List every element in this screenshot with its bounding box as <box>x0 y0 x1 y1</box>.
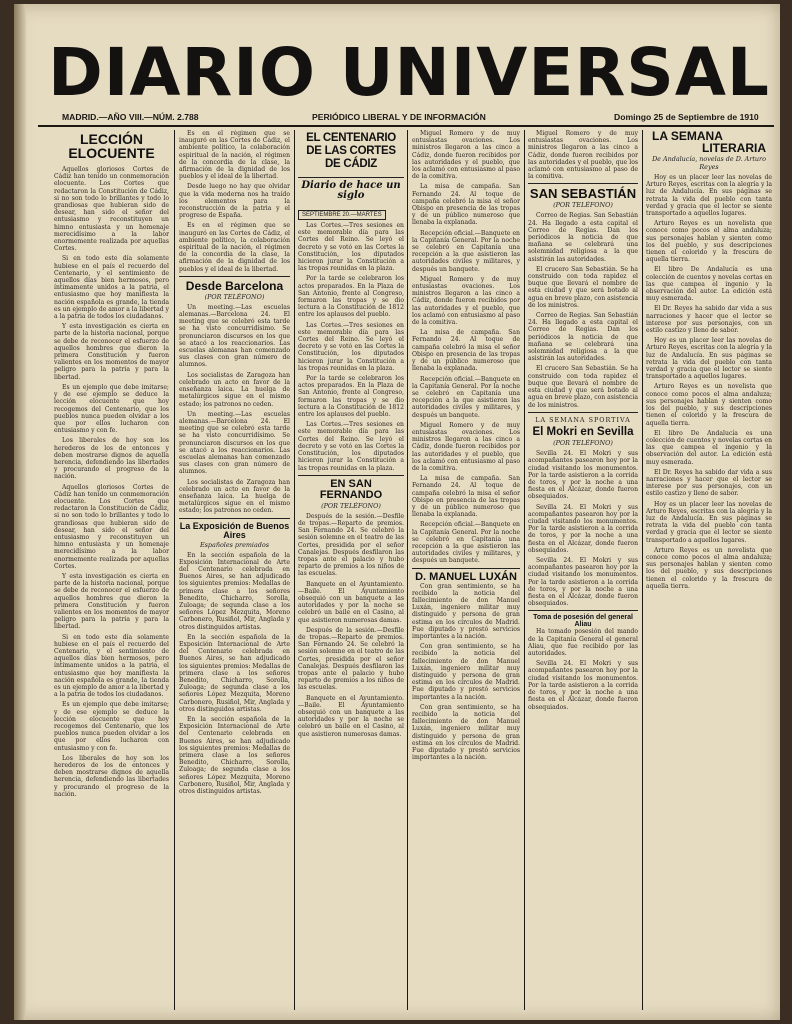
article-paragraph: Sevilla 24. El Mokri y sus acompañantes pasearon hoy por la ciudad visitando los monumentos. Por la tarde asistieron a la corrida de toros, y por la noche a una fiesta en el Alcázar, donde fueron obsequiados. <box>528 503 638 554</box>
article-paragraph: En la sección española de la Exposición Internacional de Arte del Centenario celebrada en Buenos Aires, se han adjudicado los siguientes premios: Medallas de primera clase a los señores Benedito, Chicharro, Sorolla, Zuloaga; de segunda clase a los señores López Mezquita, Moreno Carbonero, Rusiñol, Mir, Anglada y otros distinguidos artistas. <box>179 551 290 631</box>
section-rule <box>528 183 638 184</box>
article-subhead: (POR TELÉFONO) <box>204 292 265 301</box>
article-paragraph: Si en todo este día solamente hubiese en el país el recuerdo del Centenario, y el sentimiento de aquellos días bien hermosos, pero íntimamente unidos a la patria, el entusiasmo que hoy manifiesta la nación española es grande, la tienda es un ejemplo de amor a la libertad y a la patria de todos los ciudadanos. <box>54 255 169 321</box>
section-rule <box>298 177 404 178</box>
article-paragraph: Es en el régimen que se inauguró en las Cortes de Cádiz, el ambiente político, la colaboración espiritual de la nación, el régimen de la concordia de la clase, la afirmación de la dignidad de los pueblos y el ideal de la libertad. <box>179 222 290 273</box>
section-rule <box>179 276 290 277</box>
article-paragraph: Correo de Regias. San Sebastián 24. Ha llegado a esta capital el Correo de Regias. Dan los periódicos la noticia de que mañana se celebrará una solemnidad religiosa a la que asistirán las autoridades. <box>528 212 638 263</box>
newspaper-tagline: PERIÓDICO LIBERAL Y DE INFORMACIÓN <box>312 112 486 122</box>
column-divider <box>642 130 643 1010</box>
section-rule <box>412 568 520 569</box>
page-spine-shadow <box>14 4 26 1020</box>
article-paragraph: Y esta investigación es cierta en parte de la historia nacional, porque se debe de reconocer el esfuerzo de aquellos hombres que dieron la primera Constitución y fueron valientes en los momentos de mayor peligro para la patria y para la libertad. <box>54 572 169 631</box>
article-paragraph: Correo de Regias. San Sebastián 24. Ha llegado a esta capital el Correo de Regias. Dan los periódicos la noticia de que mañana se celebrará una solemnidad religiosa a la que asistirán las autoridades. <box>528 312 638 363</box>
article-paragraph: Por la tarde se celebraron los actos preparados. En la Plaza de San Antonio, frente al Congreso, formaron las tropas y se dio lectura a la Constitución de 1812 entre los aplausos del pueblo. <box>298 275 404 319</box>
article-paragraph: Un meeting.—Las escuelas alemanas.—Barcelona 24. El meeting que se celebró esta tarde se ha visto concurridísimo. Se pronunciaron discursos en los que se atacó a los reaccionarios. Las escuelas alemanas han comenzado sus clases con gran número de alumnos. <box>179 303 290 369</box>
article-subhead: (POR TELÉFONO) <box>553 439 613 448</box>
article-paragraph: El Dr. Reyes ha sabido dar vida a sus narraciones y hacer que el lector se interese por sus personajes, con un estilo castizo y lleno de sabor. <box>646 305 772 335</box>
column-divider <box>407 130 408 1010</box>
article-paragraph: Con gran sentimiento, se ha recibido la noticia del fallecimiento de don Manuel Luxán, ingeniero militar muy distinguido y persona de gran estima en los círculos de Madrid. Fue diputado y prestó servicios importantes a la nación. <box>412 703 520 762</box>
newspaper-page <box>14 4 780 1020</box>
article-paragraph: Arturo Reyes es un novelista que conoce como pocos el alma andaluza; sus personajes hablan y sienten como los del pueblo, y sus descripciones tienen el colorido y la frescura de aquella tierra. <box>646 220 772 264</box>
article-paragraph: Después de la sesión.—Desfile de tropas.—Reparto de premios. San Fernando 24. Se celebró la sesión solemne en el teatro de las Cortes, presidida por el señor Canalejas. Después desfilaron las tropas ante el palacio y hubo reparto de premios a los niños de las escuelas. <box>298 626 404 692</box>
article-paragraph: Los socialistas de Zaragoza han celebrado un acto en favor de la enseñanza laica. La huelga de metalúrgicos sigue en el mismo estado; los patronos no ceden. <box>179 478 290 515</box>
article-paragraph: Arturo Reyes es un novelista que conoce como pocos el alma andaluza; sus personajes hablan y sienten como los del pueblo, y sus descripciones tienen el colorido y la frescura de aquella tierra. <box>646 383 772 427</box>
column-4 <box>412 130 520 1010</box>
article-paragraph: Si en todo este día solamente hubiese en el país el recuerdo del Centenario, y el sentimiento de aquellos días bien hermosos, pero íntimamente unidos a la patria, el entusiasmo que hoy manifiesta la nación española es grande, la tienda es un ejemplo de amor a la libertad y a la patria de todos los ciudadanos. <box>54 633 169 699</box>
article-headline: El Mokri en Sevilla <box>532 425 634 438</box>
article-paragraph: Las Cortes.—Tres sesiones en este memorable día para las Cortes del Reino. Se leyó el decreto y se votó en las Cortes la Constitución, los diputados hicieron jurar la Constitución a las tropas reunidas en la plaza. <box>298 321 404 372</box>
article-paragraph: Aquellos gloriosos Cortes de Cádiz han tenido un conmemoración elocuente. Los Cortes que redactaron la Constitución de Cádiz, si no son todo lo brillantes y todo lo grandiosas que hubieran sido de desear, han sido el señor del entusiasmo y reconstituyen un himno entusiasta y un homenaje merecidísimo a la labor enormemente realizada por aquellas Cortes. <box>54 483 169 570</box>
article-paragraph: Con gran sentimiento, se ha recibido la noticia del fallecimiento de don Manuel Luxán, ingeniero militar muy distinguido y persona de gran estima en los círculos de Madrid. Fue diputado y prestó servicios importantes a la nación. <box>412 643 520 701</box>
article-headline: LECCIÓN ELOCUENTE <box>68 131 155 161</box>
article-paragraph: Es un ejemplo que debe imitarse; y de ese ejemplo se deduce la lección elocuente que hoy recogemos del Centenario, que los pueblos nunca pueden olvidar a los que por ellos lucharon con entusiasmo y con fe. <box>54 383 169 435</box>
article-paragraph: La misa de campaña. San Fernando 24. Al toque de campaña celebró la misa el señor Obispo en presencia de las tropas y de un público numeroso que llenaba la explanada. <box>412 183 520 227</box>
article-paragraph: Los socialistas de Zaragoza han celebrado un acto en favor de la enseñanza laica. La huelga de metalúrgicos sigue en el mismo estado; los patronos no ceden. <box>179 371 290 408</box>
section-rule <box>179 518 290 519</box>
article-paragraph: Con gran sentimiento, se ha recibido la noticia del fallecimiento de don Manuel Luxán, ingeniero militar muy distinguido y persona de gran estima en los círculos de Madrid. Fue diputado y prestó servicios importantes a la nación. <box>412 582 520 640</box>
article-paragraph: El crucero San Sebastián. Se ha construido con toda rapidez el buque que llevará el nombre de esta ciudad y que será botado al agua en breve plazo, con asistencia de los ministros. <box>528 365 638 409</box>
article-paragraph: Y esta investigación es cierta en parte de la historia nacional, porque se debe de reconocer el esfuerzo de aquellos hombres que dieron la primera Constitución y fueron valientes en los momentos de mayor peligro para la patria y para la libertad. <box>54 323 169 381</box>
section-rule <box>528 610 638 611</box>
article-headline: EL CENTENARIO DE LAS CORTES DE CÁDIZ <box>306 132 396 170</box>
issue-info: MADRID.—AÑO VIII.—NÚM. 2.788 <box>62 112 199 122</box>
article-paragraph: El libro De Andalucía es una colección de cuentos y novelas cortas en las que campea el ingenio y la observación del autor. La edición está muy esmerada. <box>646 266 772 303</box>
article-paragraph: Sevilla 24. El Mokri y sus acompañantes pasearon hoy por la ciudad visitando los monumentos. Por la tarde asistieron a la corrida de toros, y por la noche a una fiesta en el Alcázar, donde fueron obsequiados. <box>528 557 638 608</box>
article-paragraph: Recepción oficial.—Banquete en la Capitanía General. Por la noche se celebró en Capitanía una recepción a la que asistieron las autoridades civiles y militares, y después un banquete. <box>412 375 520 419</box>
article-paragraph: Aquellos gloriosos Cortes de Cádiz han tenido un conmemoración elocuente. Los Cortes que redactaron la Constitución de Cádiz, si no son todo lo brillantes y todo lo grandiosas que hubieran sido de desear, han sido el señor del entusiasmo y reconstituyen un himno entusiasta y un homenaje merecidísimo a la labor enormemente realizada por aquellas Cortes. <box>54 166 169 253</box>
article-paragraph: Ha tomado posesión del mando de la Capitanía General el general Aliau, que fue recibido por las autoridades. <box>528 628 638 658</box>
article-paragraph: Los liberales de hoy son los herederos de los de entonces y deben mostrarse dignos de aquella herencia, defendiendo las libertades y procurando el progreso de la nación. <box>54 437 169 481</box>
article-subhead: Españoles premiados <box>199 540 269 549</box>
article-paragraph: Hoy es un placer leer las novelas de Arturo Reyes, escritas con la alegría y la luz de Andalucía. En sus páginas se retrata la vida del pueblo con tanta verdad y gracia que el lector se siente transportado a aquellos lugares. <box>646 174 772 218</box>
section-kicker: LA SEMANA SPORTIVA <box>535 415 631 424</box>
article-subhead: De Andalucía, novelas de D. Arturo Reyes <box>652 155 766 171</box>
article-paragraph: Los liberales de hoy son los herederos de los de entonces y deben mostrarse dignos de aquella herencia, defendiendo las libertades y procurando el progreso de la nación. <box>54 754 169 798</box>
column-divider <box>524 130 525 1010</box>
article-paragraph: Banquete en el Ayuntamiento.—Baile. El Ayuntamiento obsequió con un banquete a las autoridades y por la noche se celebró un baile en el Casino, al que asistieron numerosas damas. <box>298 694 404 738</box>
article-paragraph: Es en el régimen que se inauguró en las Cortes de Cádiz, el ambiente político, la colaboración espiritual de la nación, el régimen de la concordia de la clase, la afirmación de la dignidad de los pueblos y el ideal de la libertad. <box>179 130 290 181</box>
article-paragraph: Es un ejemplo que debe imitarse; y de ese ejemplo se deduce la lección elocuente que hoy recogemos del Centenario, que los pueblos nunca pueden olvidar a los que por ellos lucharon con entusiasmo y con fe. <box>54 701 169 752</box>
header-rule <box>38 125 774 127</box>
article-headline: La Exposición de Buenos Aires <box>179 520 290 540</box>
article-headline-line2: LITERARIA <box>702 141 766 155</box>
article-paragraph: Recepción oficial.—Banquete en la Capitanía General. Por la noche se celebró en Capitanía una recepción a la que asistieron las autoridades civiles y militares, y después un banquete. <box>412 521 520 565</box>
article-headline: D. MANUEL LUXÁN <box>415 570 517 583</box>
masthead-title: DIARIO UNIVERSAL <box>48 34 770 111</box>
article-headline: EN SAN FERNANDO <box>319 477 383 501</box>
article-paragraph: La misa de campaña. San Fernando 24. Al toque de campaña celebró la misa el señor Obispo en presencia de las tropas y de un público numeroso que llenaba la explanada. <box>412 475 520 519</box>
article-paragraph: El libro De Andalucía es una colección de cuentos y novelas cortas en las que campea el ingenio y la observación del autor. La edición está muy esmerada. <box>646 429 772 466</box>
article-paragraph: Desde luego no hay que olvidar que la vida moderna nos ha traído los elementos para la reconstrucción de la patria y el progreso de España. <box>179 183 290 220</box>
column-1 <box>54 130 169 1010</box>
article-paragraph: Miguel Romero y de muy entusiastas ovaciones. Los ministros llegaron a las cinco a Cádiz, donde fueron recibidos por las autoridades y el pueblo, que los aclamó con entusiasmo al paso de la comitiva. <box>412 130 520 181</box>
article-paragraph: Sevilla 24. El Mokri y sus acompañantes pasearon hoy por la ciudad visitando los monumentos. Por la tarde asistieron a la corrida de toros, y por la noche a una fiesta en el Alcázar, donde fueron obsequiados. <box>528 450 638 501</box>
article-paragraph: La misa de campaña. San Fernando 24. Al toque de campaña celebró la misa el señor Obispo en presencia de las tropas y de un público numeroso que llenaba la explanada. <box>412 329 520 373</box>
article-paragraph: El Dr. Reyes ha sabido dar vida a sus narraciones y hacer que el lector se interese por sus personajes, con un estilo castizo y lleno de sabor. <box>646 468 772 498</box>
article-paragraph: Banquete en el Ayuntamiento.—Baile. El Ayuntamiento obsequió con un banquete a las autoridades y por la noche se celebró un baile en el Casino, al que asistieron numerosas damas. <box>298 580 404 624</box>
section-headline: Diario de hace un siglo <box>301 180 401 201</box>
article-subhead: (POR TELÉFONO) <box>321 501 381 510</box>
section-rule <box>298 475 404 476</box>
article-paragraph: En la sección española de la Exposición Internacional de Arte del Centenario celebrada en Buenos Aires, se han adjudicado los siguientes premios: Medallas de primera clase a los señores Benedito, Chicharro, Sorolla, Zuloaga; de segunda clase a los señores López Mezquita, Moreno Carbonero, Rusiñol, Mir, Anglada y otros distinguidos artistas. <box>179 633 290 713</box>
article-paragraph: Después de la sesión.—Desfile de tropas.—Reparto de premios. San Fernando 24. Se celebró la sesión solemne en el teatro de las Cortes, presidida por el señor Canalejas. Después desfilaron las tropas ante el palacio y hubo reparto de premios a los niños de las escuelas. <box>298 512 404 578</box>
article-paragraph: Un meeting.—Las escuelas alemanas.—Barcelona 24. El meeting que se celebró esta tarde se ha visto concurridísimo. Se pronunciaron discursos en los que se atacó a los reaccionarios. Las escuelas alemanas han comenzado sus clases con gran número de alumnos. <box>179 410 290 476</box>
article-paragraph: Sevilla 24. El Mokri y sus acompañantes pasearon hoy por la ciudad visitando los monumentos. Por la tarde asistieron a la corrida de toros, y por la noche a una fiesta en el Alcázar, donde fueron obsequiados. <box>528 660 638 711</box>
column-5 <box>528 130 638 1010</box>
article-paragraph: Hoy es un placer leer las novelas de Arturo Reyes, escritas con la alegría y la luz de Andalucía. En sus páginas se retrata la vida del pueblo con tanta verdad y gracia que el lector se siente transportado a aquellos lugares. <box>646 500 772 544</box>
article-paragraph: Las Cortes.—Tres sesiones en este memorable día para las Cortes del Reino. Se leyó el decreto y se votó en las Cortes la Constitución, los diputados hicieron jurar la Constitución a las tropas reunidas en la plaza. <box>298 421 404 472</box>
section-rule <box>528 412 638 413</box>
article-paragraph: Por la tarde se celebraron los actos preparados. En la Plaza de San Antonio, frente al Congreso, formaron las tropas y se dio lectura a la Constitución de 1812 entre los aplausos del pueblo. <box>298 375 404 419</box>
article-paragraph: Miguel Romero y de muy entusiastas ovaciones. Los ministros llegaron a las cinco a Cádiz, donde fueron recibidos por las autoridades y el pueblo, que los aclamó con entusiasmo al paso de la comitiva. <box>528 130 638 181</box>
article-headline: SAN SEBASTIÁN <box>529 186 637 202</box>
article-paragraph: El crucero San Sebastián. Se ha construido con toda rapidez el buque que llevará el nombre de esta ciudad y que será botado al agua en breve plazo, con asistencia de los ministros. <box>528 265 638 309</box>
article-paragraph: Las Cortes.—Tres sesiones en este memorable día para las Cortes del Reino. Se leyó el decreto y se votó en las Cortes la Constitución, los diputados hicieron jurar la Constitución a las tropas reunidas en la plaza. <box>298 222 404 273</box>
issue-date: Domingo 25 de Septiembre de 1910 <box>614 112 759 122</box>
column-divider <box>174 130 175 1010</box>
date-box: SEPTIEMBRE 20.—MARTES <box>298 210 386 220</box>
column-3 <box>298 130 404 1010</box>
article-paragraph: Arturo Reyes es un novelista que conoce como pocos el alma andaluza; sus personajes hablan y sienten como los del pueblo, y sus descripciones tienen el colorido y la frescura de aquella tierra. <box>646 546 772 590</box>
article-paragraph: Miguel Romero y de muy entusiastas ovaciones. Los ministros llegaron a las cinco a Cádiz, donde fueron recibidos por las autoridades y el pueblo, que los aclamó con entusiasmo al paso de la comitiva. <box>412 275 520 327</box>
article-paragraph: Hoy es un placer leer las novelas de Arturo Reyes, escritas con la alegría y la luz de Andalucía. En sus páginas se retrata la vida del pueblo con tanta verdad y gracia que el lector se siente transportado a aquellos lugares. <box>646 337 772 381</box>
article-paragraph: En la sección española de la Exposición Internacional de Arte del Centenario celebrada en Buenos Aires, se han adjudicado los siguientes premios: Medallas de primera clase a los señores Benedito, Chicharro, Sorolla, Zuloaga; de segunda clase a los señores López Mezquita, Moreno Carbonero, Rusiñol, Mir, Anglada y otros distinguidos artistas. <box>179 716 290 796</box>
column-6 <box>646 130 772 1010</box>
article-headline: LA SEMANA <box>652 130 723 143</box>
article-paragraph: Miguel Romero y de muy entusiastas ovaciones. Los ministros llegaron a las cinco a Cádiz, donde fueron recibidos por las autoridades y el pueblo, que los aclamó con entusiasmo al paso de la comitiva. <box>412 421 520 472</box>
article-subhead: (POR TELÉFONO) <box>553 201 613 210</box>
column-2 <box>179 130 290 1010</box>
article-headline: Desde Barcelona <box>185 278 284 293</box>
info-bar <box>54 112 780 126</box>
article-headline: Toma de posesión del general Aliau <box>533 614 633 629</box>
article-paragraph: Recepción oficial.—Banquete en la Capitanía General. Por la noche se celebró en Capitanía una recepción a la que asistieron las autoridades civiles y militares, y después un banquete. <box>412 229 520 273</box>
column-divider <box>294 130 295 1010</box>
